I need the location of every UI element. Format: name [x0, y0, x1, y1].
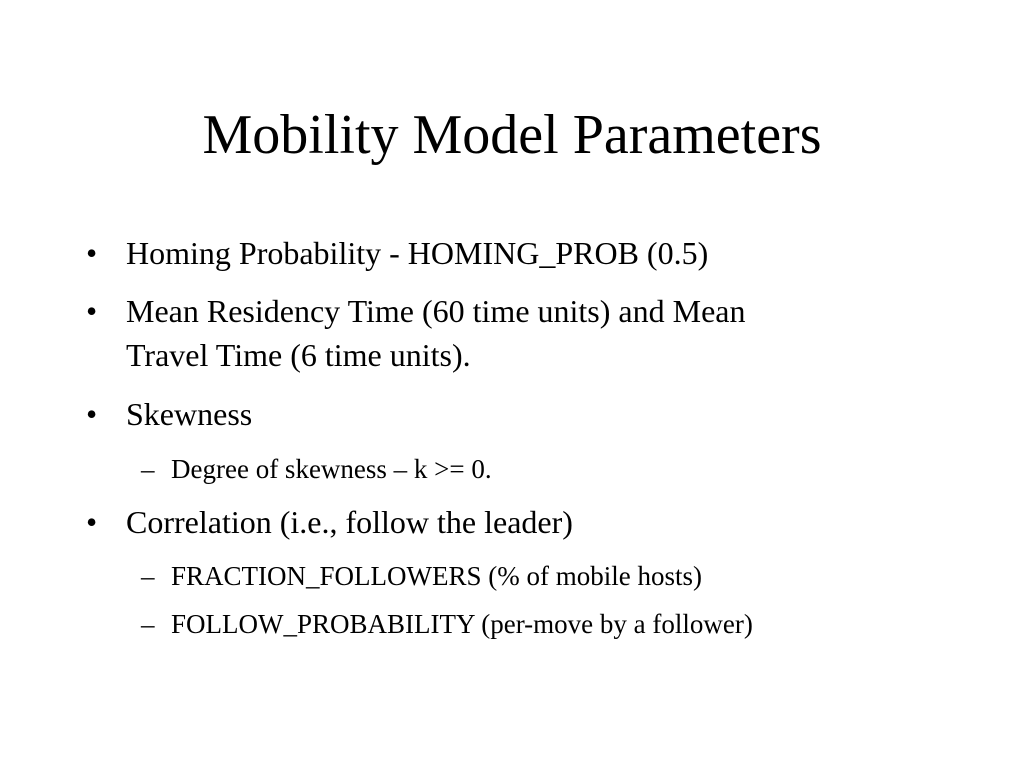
bullet-text: Skewness — [126, 396, 253, 432]
dash-icon: – — [141, 454, 155, 484]
bullet-icon: • — [86, 293, 98, 329]
sub-item-degree-of-skewness — [141, 451, 492, 487]
bullet-text-line-1: Mean Residency Time (60 time units) and Mean — [126, 293, 746, 329]
sub-item-follow-probability — [141, 606, 753, 642]
bullet-text-line-2: Travel Time (6 time units). — [126, 337, 471, 373]
bullet-item-skewness — [86, 392, 253, 436]
slide-title: Mobility Model Parameters — [202, 104, 822, 166]
dash-icon: – — [141, 561, 155, 591]
sub-item-text: FOLLOW_PROBABILITY (per-move by a follower) — [171, 609, 753, 639]
bullet-text: Correlation (i.e., follow the leader) — [126, 504, 573, 540]
dash-icon: – — [141, 609, 155, 639]
bullet-item-correlation — [86, 500, 573, 544]
sub-item-fraction-followers — [141, 558, 702, 594]
sub-item-text: Degree of skewness – k >= 0. — [171, 454, 492, 484]
bullet-icon: • — [86, 504, 98, 540]
sub-item-text: FRACTION_FOLLOWERS (% of mobile hosts) — [171, 561, 702, 591]
bullet-icon: • — [86, 235, 98, 271]
bullet-item-homing-probability — [86, 231, 709, 275]
bullet-text: Homing Probability - HOMING_PROB (0.5) — [126, 235, 709, 271]
bullet-icon: • — [86, 396, 98, 432]
bullet-item-mean-residency-time — [86, 289, 746, 377]
